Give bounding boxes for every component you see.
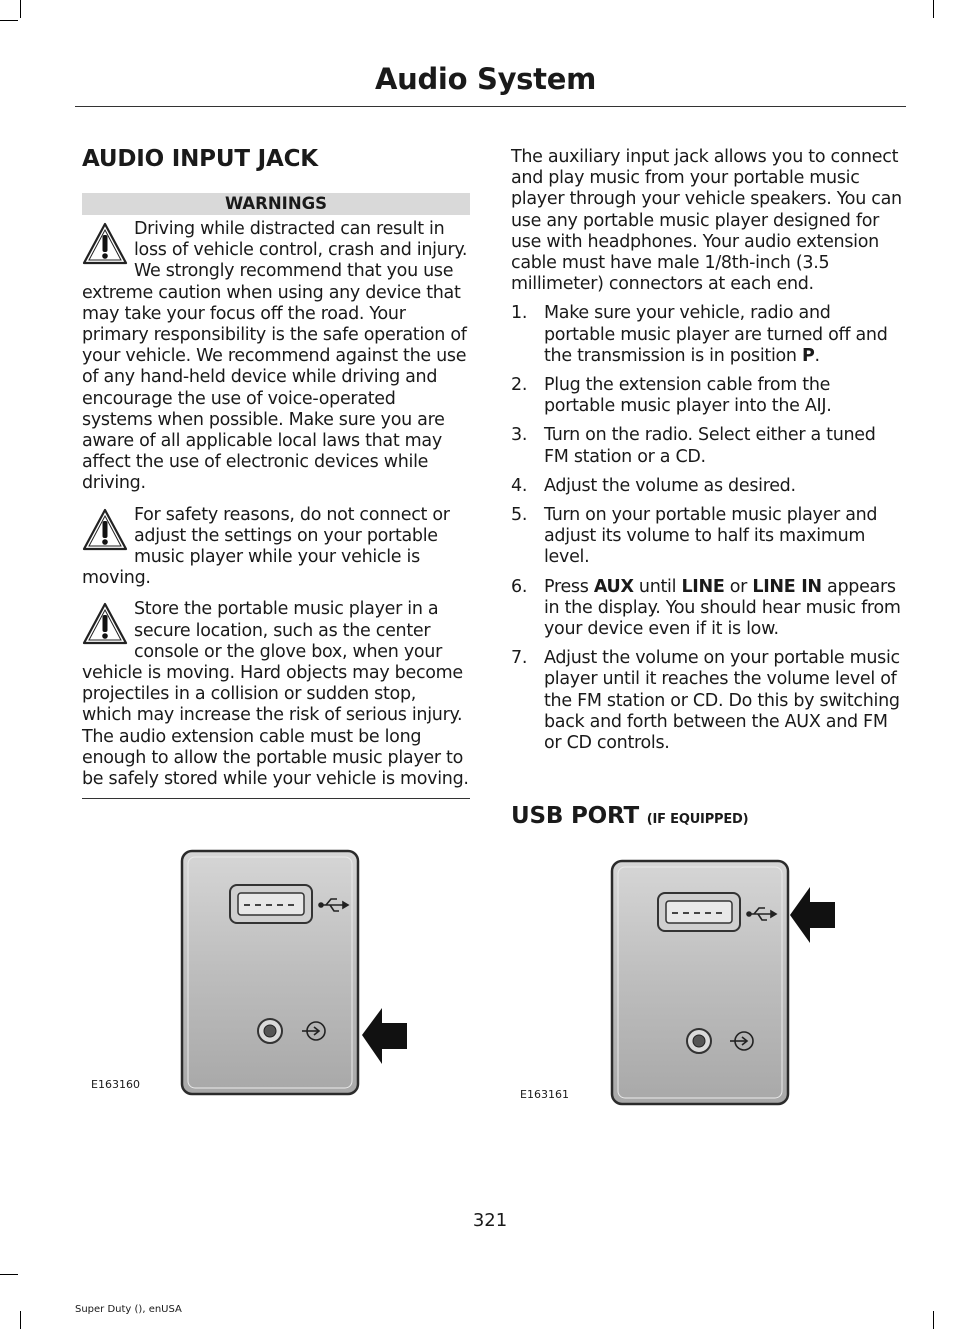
step-number: 6. (511, 576, 528, 597)
step-text: Adjust the volume as desired. (544, 475, 796, 496)
step-text: . (814, 345, 820, 366)
crop-mark (20, 1311, 21, 1329)
crop-mark (0, 20, 18, 21)
page-header (75, 58, 906, 107)
step-text: until (633, 576, 682, 597)
step-number: 2. (511, 375, 528, 396)
step-keyword: P (801, 345, 815, 366)
usb-port-icon (658, 893, 740, 931)
crop-mark (0, 1274, 18, 1275)
step-keyword: AUX (593, 576, 634, 597)
step-text: Turn on the radio. Select either a tuned FM station or a CD. (544, 425, 876, 467)
warning-item (82, 219, 470, 495)
crop-mark (933, 1311, 934, 1329)
section-heading-audio-input-jack: AUDIO INPUT JACK (82, 146, 318, 172)
arrow-icon (362, 1008, 407, 1064)
intro-paragraph: The auxiliary input jack allows you to connect and play music from your portable music player through your vehicle speakers. You can use any portable music player designed for use with headphones. Your audio extension cable must have male 1/8th-inch (3.5 millimeter) connectors at each end. (511, 147, 902, 295)
step-number: 7. (511, 648, 528, 669)
step-keyword: LINE (681, 576, 725, 597)
warnings-heading: WARNINGS (82, 193, 470, 215)
right-column (511, 147, 903, 762)
list-item (511, 648, 903, 754)
list-item (511, 476, 903, 497)
step-text: Adjust the volume on your portable music player until it reaches the volume level of the FM station or CD. Do this by switching back and forth between the AUX and FM or CD controls. (544, 648, 900, 754)
warning-item (82, 599, 470, 790)
figure-id: E163161 (520, 1088, 569, 1101)
figure-usb-port (520, 855, 850, 1110)
warning-triangle-icon (82, 507, 128, 553)
list-item (511, 577, 903, 641)
warning-triangle-icon (82, 601, 128, 647)
list-item (511, 505, 903, 569)
aux-jack-icon (258, 1019, 282, 1043)
usb-heading-text: USB PORT (511, 803, 639, 829)
page-number: 321 (472, 1210, 508, 1231)
warning-item (82, 505, 470, 590)
warning-text: For safety reasons, do not connect or adjust the settings on your portable music player while your vehicle is moving. (82, 504, 450, 589)
section-divider (82, 798, 470, 799)
list-item (511, 425, 903, 467)
aux-jack-icon (687, 1029, 711, 1053)
steps-list (511, 303, 903, 754)
page-title: Audio System (374, 62, 596, 96)
warning-text: Driving while distracted can result in loss of vehicle control, crash and injury. We strongly recommend that you use extreme caution when using any device that may take your focus off the road. Your primary responsibility is the safe operation of your vehicle. We recommend against the use of any hand-held device while driving and encourage the use of voice-operated systems when possible. Make sure you are aware of all applicable local laws that may affect the use of electronic devices while driving. (82, 219, 468, 494)
list-item (511, 303, 903, 367)
figure-id: E163160 (91, 1078, 140, 1091)
list-item (511, 375, 903, 417)
step-text: Turn on your portable music player and adjust its volume to half its maximum level. (544, 505, 878, 568)
step-text: Press (544, 576, 594, 597)
warning-triangle-icon (82, 221, 128, 267)
step-keyword: LINE IN (752, 576, 822, 597)
figure-aux-jack (90, 845, 420, 1100)
crop-mark (933, 0, 934, 18)
left-column (82, 140, 470, 799)
step-number: 1. (511, 303, 528, 324)
edition-footer: Super Duty (), enUSA (75, 1304, 182, 1315)
step-number: 5. (511, 505, 528, 526)
warning-text: Store the portable music player in a secure location, such as the center console or the glove box, when your vehicle is moving. Hard objects may become projectiles in a collision or sudden stop, which may increase the risk of serious injury. The audio extension cable must be long enough to allow the portable music player to be safely stored while your vehicle is moving. (82, 599, 469, 790)
step-text: Plug the extension cable from the portable music player into the AIJ. (544, 375, 832, 417)
step-text: appears in the display. You should hear music from your device even if it is low. (544, 576, 901, 640)
section-heading-usb-port (511, 803, 748, 829)
step-text: or (724, 576, 753, 597)
usb-heading-suffix: (IF EQUIPPED) (646, 812, 749, 827)
step-number: 3. (511, 425, 528, 446)
step-number: 4. (511, 475, 528, 496)
arrow-icon (790, 887, 835, 943)
usb-port-icon (230, 885, 312, 923)
step-text: Make sure your vehicle, radio and portable music player are turned off and the transmission is in position (544, 303, 888, 366)
crop-mark (20, 0, 21, 18)
